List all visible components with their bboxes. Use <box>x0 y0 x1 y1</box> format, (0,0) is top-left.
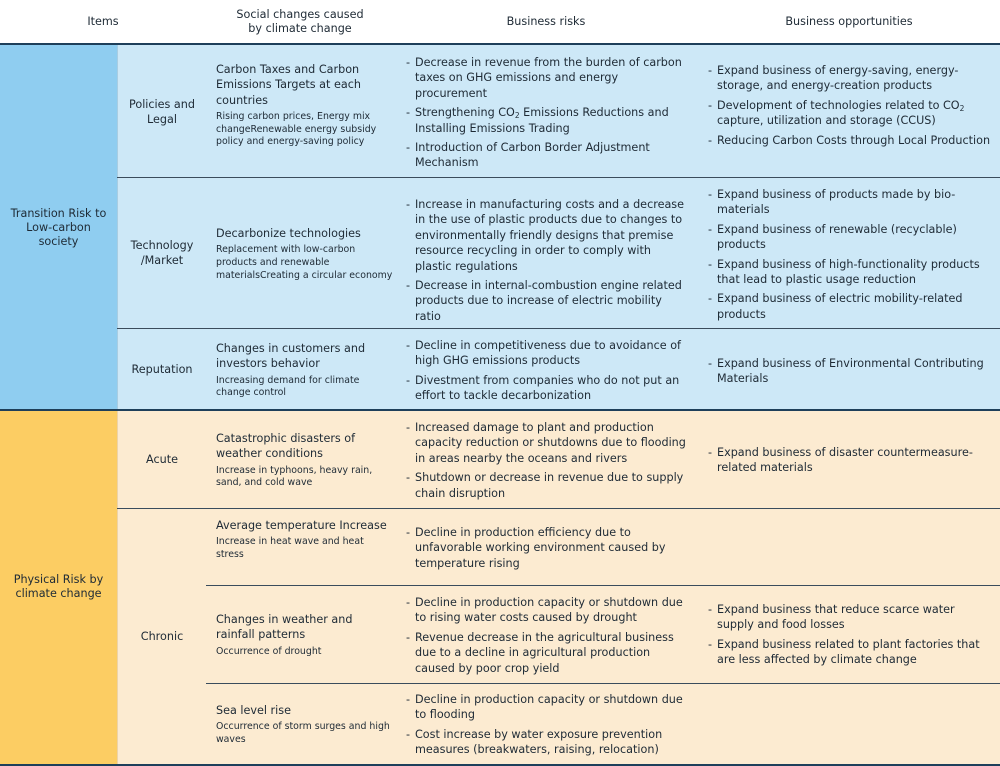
list-item: - Revenue decrease in the agricultural business due to a decline in agricultural production caused by poor crop yield <box>406 630 674 675</box>
opportunities-reputation <box>708 356 992 391</box>
risks-technology <box>406 197 690 328</box>
social-change-detail: Rising carbon prices, Energy mix changeRenewable energy subsidy policy and energy-saving policy <box>216 111 377 148</box>
list-item: - Increase in manufacturing costs and a decrease in the use of plastic products due to changes to environmentally friendly designs that premise resource recycling in order to comply with plastic regulations <box>406 198 685 273</box>
list-item: - Expand business related to plant factories that are less affected by climate change <box>708 637 980 667</box>
social-change-detail: Occurrence of storm surges and high waves <box>216 721 390 745</box>
social-change-detail: Replacement with low-carbon products and renewable materialsCreating a circular economy <box>216 244 393 281</box>
row-label-technology: Technology /Market <box>130 239 194 267</box>
list-item: - Expand business of Environmental Contributing Materials <box>708 357 984 386</box>
header-items: Items <box>87 14 119 28</box>
social-change-title: Sea level rise <box>216 704 291 717</box>
social-change-title: Decarbonize technologies <box>216 227 361 240</box>
opportunities-acute <box>708 445 992 480</box>
social-change-technology <box>216 226 394 282</box>
risks-acute <box>406 420 690 505</box>
list-item: - Expand business that reduce scarce water supply and food losses <box>708 603 955 632</box>
row-label-reputation: Reputation <box>131 362 193 376</box>
opportunities-technology <box>708 187 992 326</box>
row-label-policies: Policies and Legal <box>129 97 195 126</box>
list-item: - Divestment from companies who do not put an effort to tackle decarbonization <box>406 373 680 403</box>
opportunities-rainfall <box>708 602 992 672</box>
list-item: - Expand business of products made by bio-materials <box>708 188 956 217</box>
social-change-reputation <box>216 341 394 400</box>
header-business-opportunities: Business opportunities <box>785 14 913 28</box>
list-item: - Cost increase by water exposure prevention measures (breakwaters, raising, relocation) <box>406 727 663 757</box>
social-change-title: Changes in customers and investors behavior <box>216 342 366 371</box>
row-label-acute: Acute <box>146 453 178 466</box>
risks-reputation <box>406 338 690 408</box>
header-social-changes: Social changes caused by climate change <box>236 7 364 35</box>
list-item: - Decrease in revenue from the burden of carbon taxes on GHG emissions and energy procurement <box>406 56 682 100</box>
risks-policies <box>406 55 690 175</box>
list-item: - Strengthening $CO_2$ Emissions Reductions and Installing Emissions Trading <box>406 106 669 135</box>
social-change-title: Carbon Taxes and Carbon Emissions Targets at each countries <box>216 63 361 107</box>
table-header <box>0 0 1000 45</box>
social-change-temperature <box>216 518 394 562</box>
list-item: - Increased damage to plant and production capacity reduction or shutdowns due to flooding in areas nearby the oceans and rivers <box>406 421 686 465</box>
row-divider <box>206 683 1000 684</box>
social-change-detail: Occurrence of drought <box>216 645 322 657</box>
list-item: - Decrease in internal-combustion engine related products due to increase of electric mobility ratio <box>406 279 682 323</box>
social-change-rainfall <box>216 612 394 658</box>
social-change-acute <box>216 431 394 490</box>
list-item: - Decline in competitiveness due to avoidance of high GHG emissions products <box>406 339 681 368</box>
list-item: - Reducing Carbon Costs through Local Production <box>708 133 991 147</box>
social-change-policies <box>216 62 394 149</box>
list-item: - Decline in production capacity or shutdown due to flooding <box>406 693 683 722</box>
list-item: - Development of technologies related to $CO_2$ capture, utilization and storage (CCUS) <box>708 98 965 128</box>
opportunities-policies <box>708 63 992 152</box>
social-change-sealevel <box>216 703 394 747</box>
social-change-detail: Increasing demand for climate change control <box>216 374 360 399</box>
list-item: - Expand business of disaster countermeasure-related materials <box>708 446 973 475</box>
risks-sealevel <box>406 692 690 762</box>
list-item: - Expand business of electric mobility-related products <box>708 292 963 321</box>
social-change-detail: Increase in heat wave and heat stress <box>216 536 364 560</box>
risks-rainfall <box>406 595 690 680</box>
social-change-title: Average temperature Increase <box>216 519 387 532</box>
list-item: - Decline in production efficiency due to unfavorable working environment caused by temperature rising <box>406 526 666 570</box>
risks-temperature <box>406 525 690 575</box>
list-item: - Expand business of energy-saving, energy-storage, and energy-creation products <box>708 64 959 93</box>
category-physical-risk: Physical Risk by climate change <box>0 410 117 764</box>
social-change-title: Catastrophic disasters of weather conditions <box>216 432 356 461</box>
list-item: - Decline in production capacity or shutdown due to rising water costs caused by drought <box>406 596 683 625</box>
social-change-detail: Increase in typhoons, heavy rain, sand, and cold wave <box>216 464 373 489</box>
social-change-title: Changes in weather and rainfall patterns <box>216 613 353 642</box>
list-item: - Shutdown or decrease in revenue due to supply chain disruption <box>406 471 684 500</box>
category-transition-risk: Transition Risk to Low-carbon society <box>0 45 117 410</box>
row-label-chronic: Chronic <box>140 630 184 643</box>
row-divider <box>117 177 1000 178</box>
header-business-risks: Business risks <box>506 14 586 28</box>
row-divider <box>206 585 1000 586</box>
list-item: - Introduction of Carbon Border Adjustment Mechanism <box>406 141 650 170</box>
list-item: - Expand business of high-functionality products that lead to plastic usage reduction <box>708 257 980 287</box>
row-divider <box>117 508 1000 509</box>
list-item: - Expand business of renewable (recyclable) products <box>708 222 957 252</box>
